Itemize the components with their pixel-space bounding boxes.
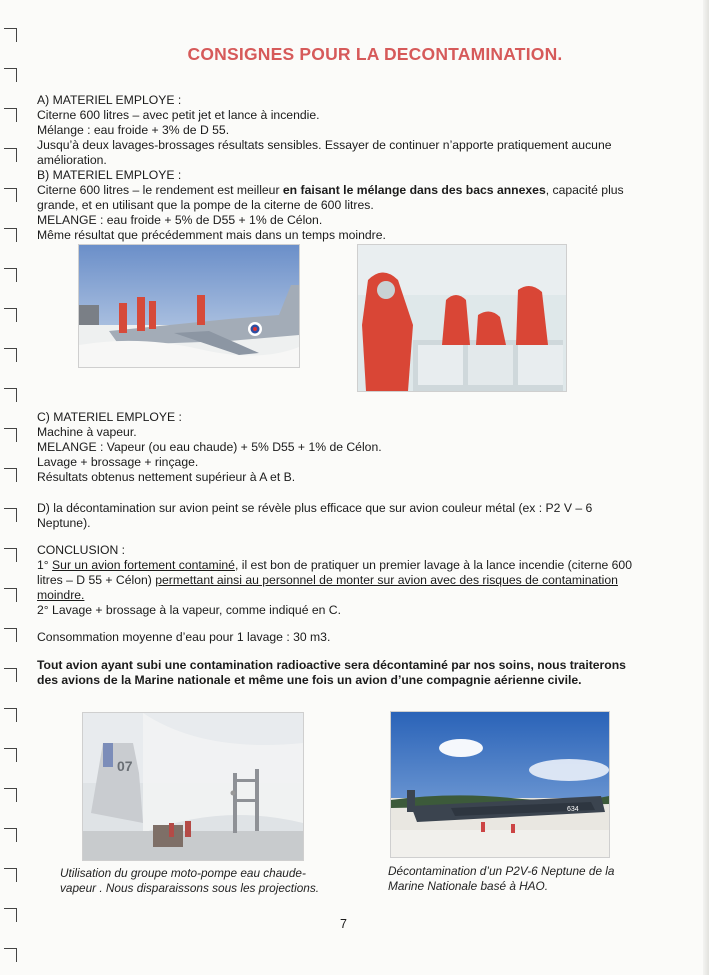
conclusion-item-1 bbox=[37, 558, 637, 603]
section-b-line: Même résultat que précédemment mais dans un temps moindre. bbox=[37, 228, 386, 242]
conclusion-item-1-text: , il est bon de pratiquer un premier lavage à la lance incendie (citerne 600 litres – D 55 + Célon) bbox=[37, 558, 632, 587]
conclusion bbox=[37, 543, 637, 618]
section-a-line: Mélange : eau froide + 3% de D 55. bbox=[37, 123, 230, 137]
caption-right: Décontamination d’un P2V-6 Neptune de la Marine Nationale basé à HAO. bbox=[388, 864, 615, 893]
section-d bbox=[37, 501, 637, 531]
section-b-bold: en faisant le mélange dans des bacs annexes bbox=[282, 183, 546, 197]
section-a-heading: A) MATERIEL EMPLOYE : bbox=[37, 93, 182, 107]
photo-steam-decontamination bbox=[82, 712, 304, 861]
conclusion-item-1-underline: Sur un avion fortement contaminé bbox=[52, 558, 235, 572]
consumption bbox=[37, 630, 637, 645]
conclusion-heading: CONCLUSION : bbox=[37, 543, 126, 557]
page-title: CONSIGNES POUR LA DECONTAMINATION. bbox=[187, 44, 563, 64]
conclusion-item-2: 2° Lavage + brossage à la vapeur, comme indiqué en C. bbox=[37, 603, 341, 617]
section-a-line: Jusqu’à deux lavages-brossages résultats sensibles. Essayer de continuer n’apporte pratiquement aucune amélioration. bbox=[37, 138, 612, 167]
binding-edge bbox=[0, 0, 22, 975]
section-a bbox=[37, 93, 637, 243]
consumption-text: Consommation moyenne d’eau pour 1 lavage : 30 m3. bbox=[37, 630, 331, 644]
section-d-text: D) la décontamination sur avion peint se révèle plus efficace que sur avion couleur métal (ex : P2 V – 6 Neptune). bbox=[37, 501, 593, 530]
section-c-heading: C) MATERIEL EMPLOYE : bbox=[37, 410, 182, 424]
final-statement-text: Tout avion ayant subi une contamination radioactive sera décontaminé par nos soins, nous traiterons des avions de la Marine nationale et même une fois un avion d’une compagnie aérienne civile. bbox=[37, 658, 626, 687]
final-statement bbox=[37, 658, 637, 688]
conclusion-item-1-underline: permettant ainsi au personnel de monter sur avion avec des risques de contamination moindre. bbox=[37, 573, 618, 602]
photo-aircraft-washing bbox=[78, 244, 300, 368]
section-c-line: Lavage + brossage + rinçage. bbox=[37, 455, 199, 469]
section-b-text: , capacité plus grande, et en utilisant que la pompe de la citerne de 600 litres. bbox=[37, 183, 624, 212]
section-c-line: Machine à vapeur. bbox=[37, 425, 137, 439]
section-b-text: Citerne 600 litres – le rendement est meilleur bbox=[37, 183, 283, 197]
section-c-line: Résultats obtenus nettement supérieur à A et B. bbox=[37, 470, 296, 484]
section-a-line: Citerne 600 litres – avec petit jet et lance à incendie. bbox=[37, 108, 320, 122]
tail-number: 07 bbox=[117, 758, 133, 774]
photo-neptune-aircraft bbox=[390, 711, 610, 858]
section-b-line bbox=[37, 183, 637, 213]
section-c-line: MELANGE : Vapeur (ou eau chaude) + 5% D55 + 1% de Célon. bbox=[37, 440, 382, 454]
photo-workers-tanks bbox=[357, 244, 567, 392]
page-edge bbox=[703, 0, 709, 975]
conclusion-item-1-num: 1° bbox=[37, 558, 53, 572]
section-b-heading: B) MATERIEL EMPLOYE : bbox=[37, 168, 182, 182]
caption-left: Utilisation du groupe moto-pompe eau chaude-vapeur . Nous disparaissons sous les projections. bbox=[60, 866, 320, 895]
page-number: 7 bbox=[340, 917, 347, 931]
section-b-line: MELANGE : eau froide + 5% de D55 + 1% de Célon. bbox=[37, 213, 323, 227]
section-c bbox=[37, 410, 637, 485]
aircraft-code: 634 bbox=[567, 806, 579, 813]
